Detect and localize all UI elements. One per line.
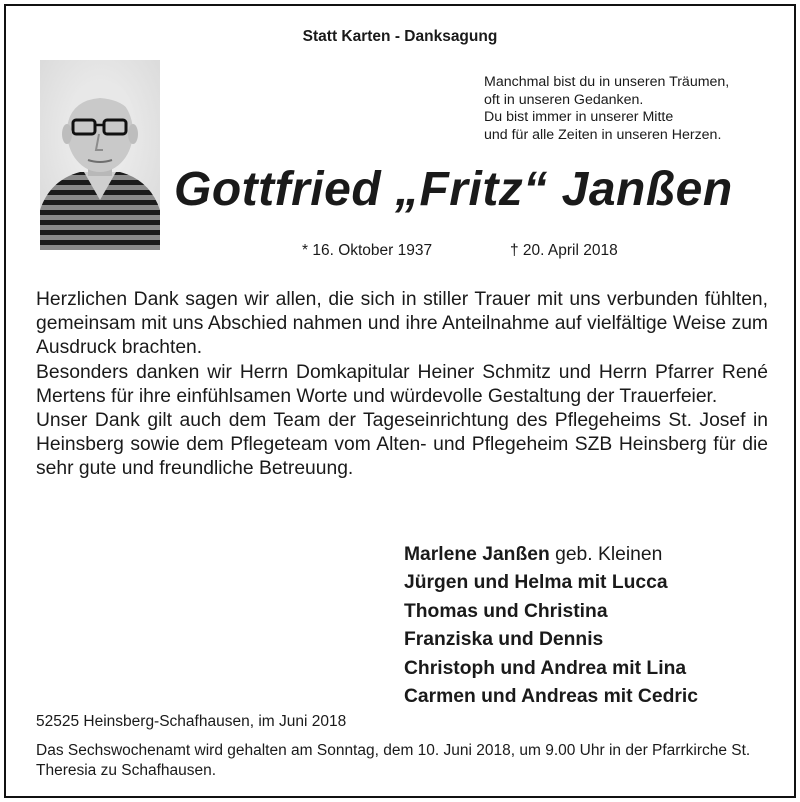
poem-line: und für alle Zeiten in unseren Herzen. xyxy=(484,126,722,143)
poem xyxy=(484,74,784,144)
poem-line: Du bist immer in unserer Mitte xyxy=(484,109,674,125)
thanks-paragraph: Herzlichen Dank sagen wir allen, die sich in stiller Trauer mit uns verbunden fühlten, gemeinsam mit uns Abschied nahmen und ihre Anteilnahme auf vielfältige Weise zum Ausdruck brachten. xyxy=(36,289,768,359)
mourner-line: Franziska und Dennis xyxy=(404,629,604,651)
thanks-text xyxy=(36,288,768,482)
deceased-name: Gottfried „Fritz“ Janßen xyxy=(174,163,733,216)
mourner-name: Marlene Janßen xyxy=(404,544,550,565)
maiden-name: geb. Kleinen xyxy=(555,544,663,565)
memorial-mass-note: Das Sechswochenamt wird gehalten am Sonntag, dem 10. Juni 2018, um 9.00 Uhr in der Pfarrkirche St. Theresia zu Schafhausen. xyxy=(36,742,751,779)
notice-heading: Statt Karten - Danksagung xyxy=(302,28,498,45)
obituary-card xyxy=(4,4,796,798)
birth-date: * 16. Oktober 1937 xyxy=(302,242,433,259)
mourner-line: Carmen und Andreas mit Cedric xyxy=(404,686,698,708)
thanks-paragraph: Unser Dank gilt auch dem Team der Tageseinrichtung des Pflegeheims St. Josef in Heinsberg sowie dem Pflegeteam vom Alten- und Pflegeheim SZB Heinsberg für die sehr gute und freundliche Betreuung. xyxy=(36,410,768,480)
mourner-line: Jürgen und Helma mit Lucca xyxy=(404,572,668,594)
mourner-line: Thomas und Christina xyxy=(404,600,608,622)
death-date: † 20. April 2018 xyxy=(510,242,618,259)
portrait-photo-icon xyxy=(40,60,160,250)
mourners-list xyxy=(404,541,794,711)
poem-line: oft in unseren Gedanken. xyxy=(484,91,644,108)
mourner-line: Christoph und Andrea mit Lina xyxy=(404,657,687,679)
thanks-paragraph: Besonders danken wir Herrn Domkapitular Heiner Schmitz und Herrn Pfarrer René Mertens für ihre einfühlsamen Worte und würdevolle Gestaltung der Trauerfeier. xyxy=(36,361,768,407)
mourner-line xyxy=(404,541,794,569)
place-date: 52525 Heinsberg-Schafhausen, im Juni 2018 xyxy=(36,713,347,730)
poem-line: Manchmal bist du in unseren Träumen, xyxy=(484,74,730,90)
portrait-photo xyxy=(40,60,160,250)
